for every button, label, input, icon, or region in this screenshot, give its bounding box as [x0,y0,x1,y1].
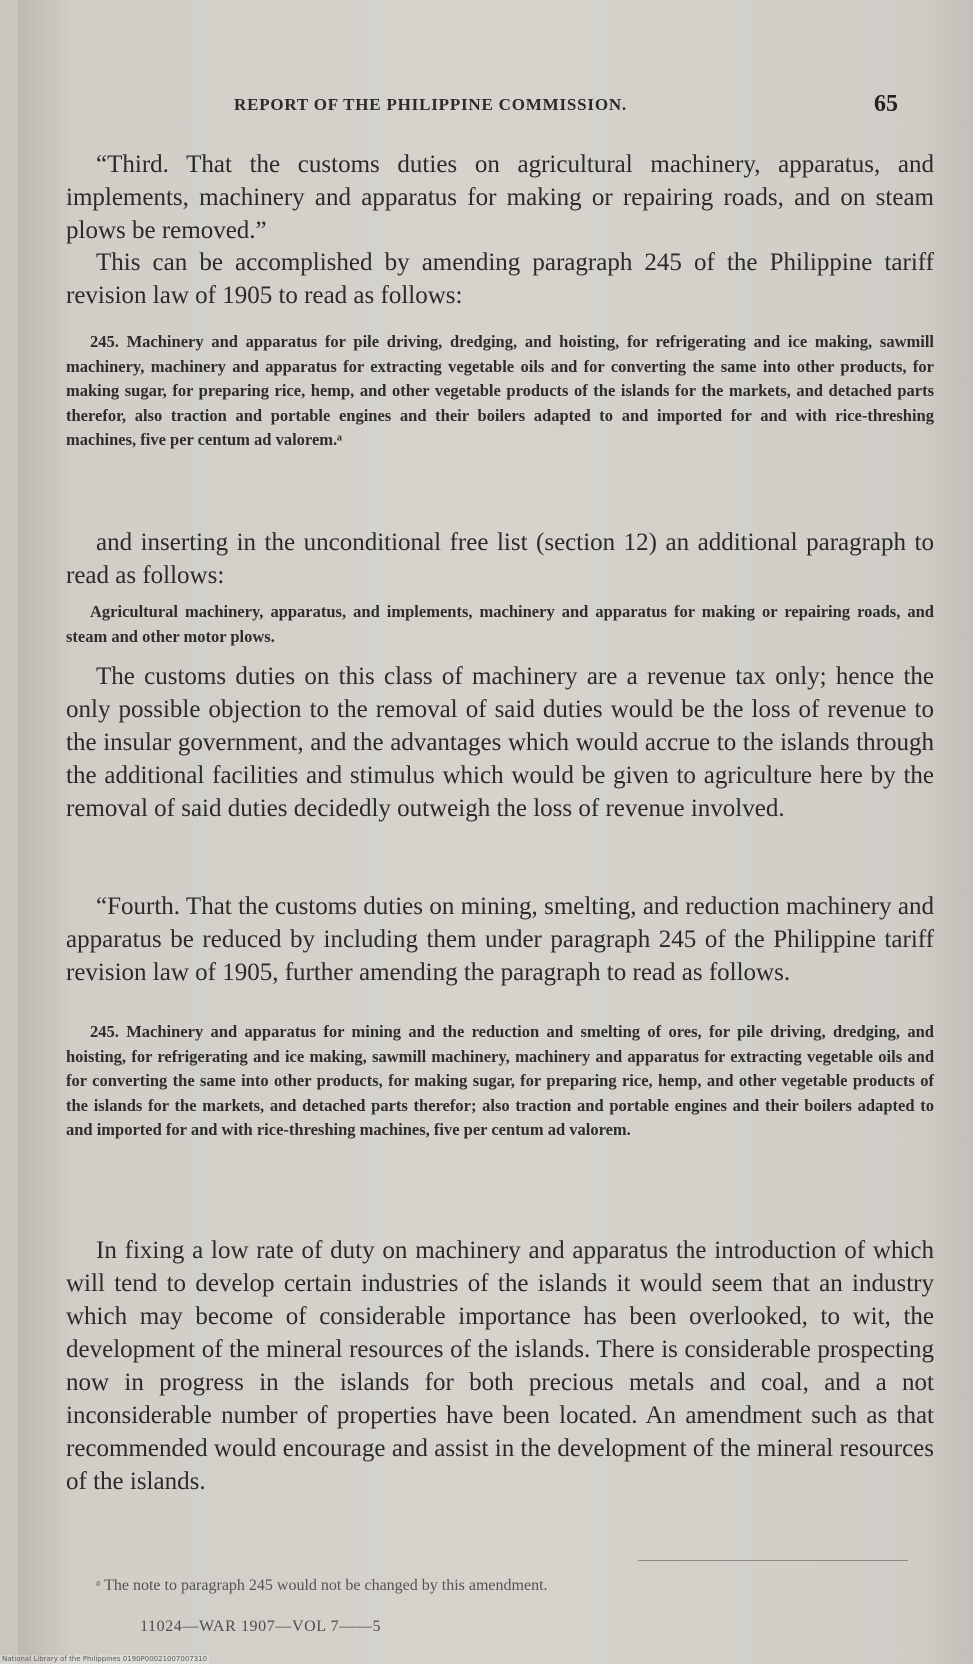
quoted-text: Agricultural machinery, apparatus, and implements, machinery and apparatus for making or repairing roads, and steam and other motor plows. [66,602,934,646]
quoted-paragraph-245-amended [66,1020,934,1143]
document-page [18,0,973,1664]
page-number: 65 [874,91,898,117]
paragraph-revenue-tax [66,660,934,825]
quoted-text: 245. Machinery and apparatus for mining and the reduction and smelting of ores, for pile driving, dredging, and hoisting, for refrigerating and ice making, sawmill machinery, machinery and apparatus for extracting vegetable oils and for converting the same into other products, for making sugar, for preparing rice, hemp, and other vegetable products of the islands for the markets, and detached parts therefor; also traction and portable engines and their boilers adapted to and imported for and with rice-threshing machines, five per centum ad valorem. [66,1022,934,1139]
footnote: ᵃ The note to paragraph 245 would not be changed by this amendment. [96,1577,548,1594]
quoted-text: 245. Machinery and apparatus for pile driving, dredging, and hoisting, for refrigerating and ice making, sawmill machinery, machinery and apparatus for extracting vegetable oils and for converting the same into other products, for making sugar, for preparing rice, hemp, and other vegetable products of the islands for the markets, and detached parts therefor, also traction and portable engines and their boilers adapted to and imported for and with rice-threshing machines, five per centum ad valorem.ᵃ [66,332,934,449]
paragraph-text: “Fourth. That the customs duties on mining, smelting, and reduction machinery and apparatus be reduced by including them under paragraph 245 of the Philippine tariff revision law of 1905, further amending the paragraph to read as follows. [66,893,934,986]
paragraph-text: In fixing a low rate of duty on machinery and apparatus the introduction of which will tend to develop certain industries of the islands it would seem that an industry which may become of considerable importance has been overlooked, to wit, the development of the mineral resources of the islands. There is considerable prospecting now in progress in the islands for both precious metals and coal, and a not inconsiderable number of properties have been located. An amendment such as that recommended would encourage and assist in the development of the mineral resources of the islands. [66,1237,934,1495]
paragraph-text: and inserting in the unconditional free list (section 12) an additional paragraph to read as follows: [66,529,934,589]
page-header [66,91,934,129]
footnote-rule [638,1560,908,1561]
quoted-paragraph-245 [66,330,934,453]
scan-source-label: National Library of the Philippines 0190P00021007007310 [2,1655,208,1663]
paragraph-text: This can be accomplished by amending paragraph 245 of the Philippine tariff revision law of 1905 to read as follows: [66,249,934,309]
quoted-paragraph-agricultural [66,600,934,649]
paragraph-text: The customs duties on this class of machinery are a revenue tax only; hence the only possible objection to the removal of said duties would be the loss of revenue to the insular government, and the advantages which would accrue to the islands through the additional facilities and stimulus which would be given to agriculture here by the removal of said duties decidedly outweigh the loss of revenue involved. [66,663,934,822]
paragraph-text: “Third. That the customs duties on agricultural machinery, apparatus, and implements, machinery and apparatus for making or repairing roads, and on steam plows be removed.” [66,151,934,244]
paragraph-amend-245 [66,246,934,312]
paragraph-mineral-resources [66,1234,934,1498]
paragraph-free-list [66,526,934,592]
paragraph-third [66,148,934,247]
paragraph-fourth [66,890,934,989]
running-head: REPORT OF THE PHILIPPINE COMMISSION. [234,95,627,114]
signature-line: 11024—WAR 1907—VOL 7——5 [140,1618,382,1635]
